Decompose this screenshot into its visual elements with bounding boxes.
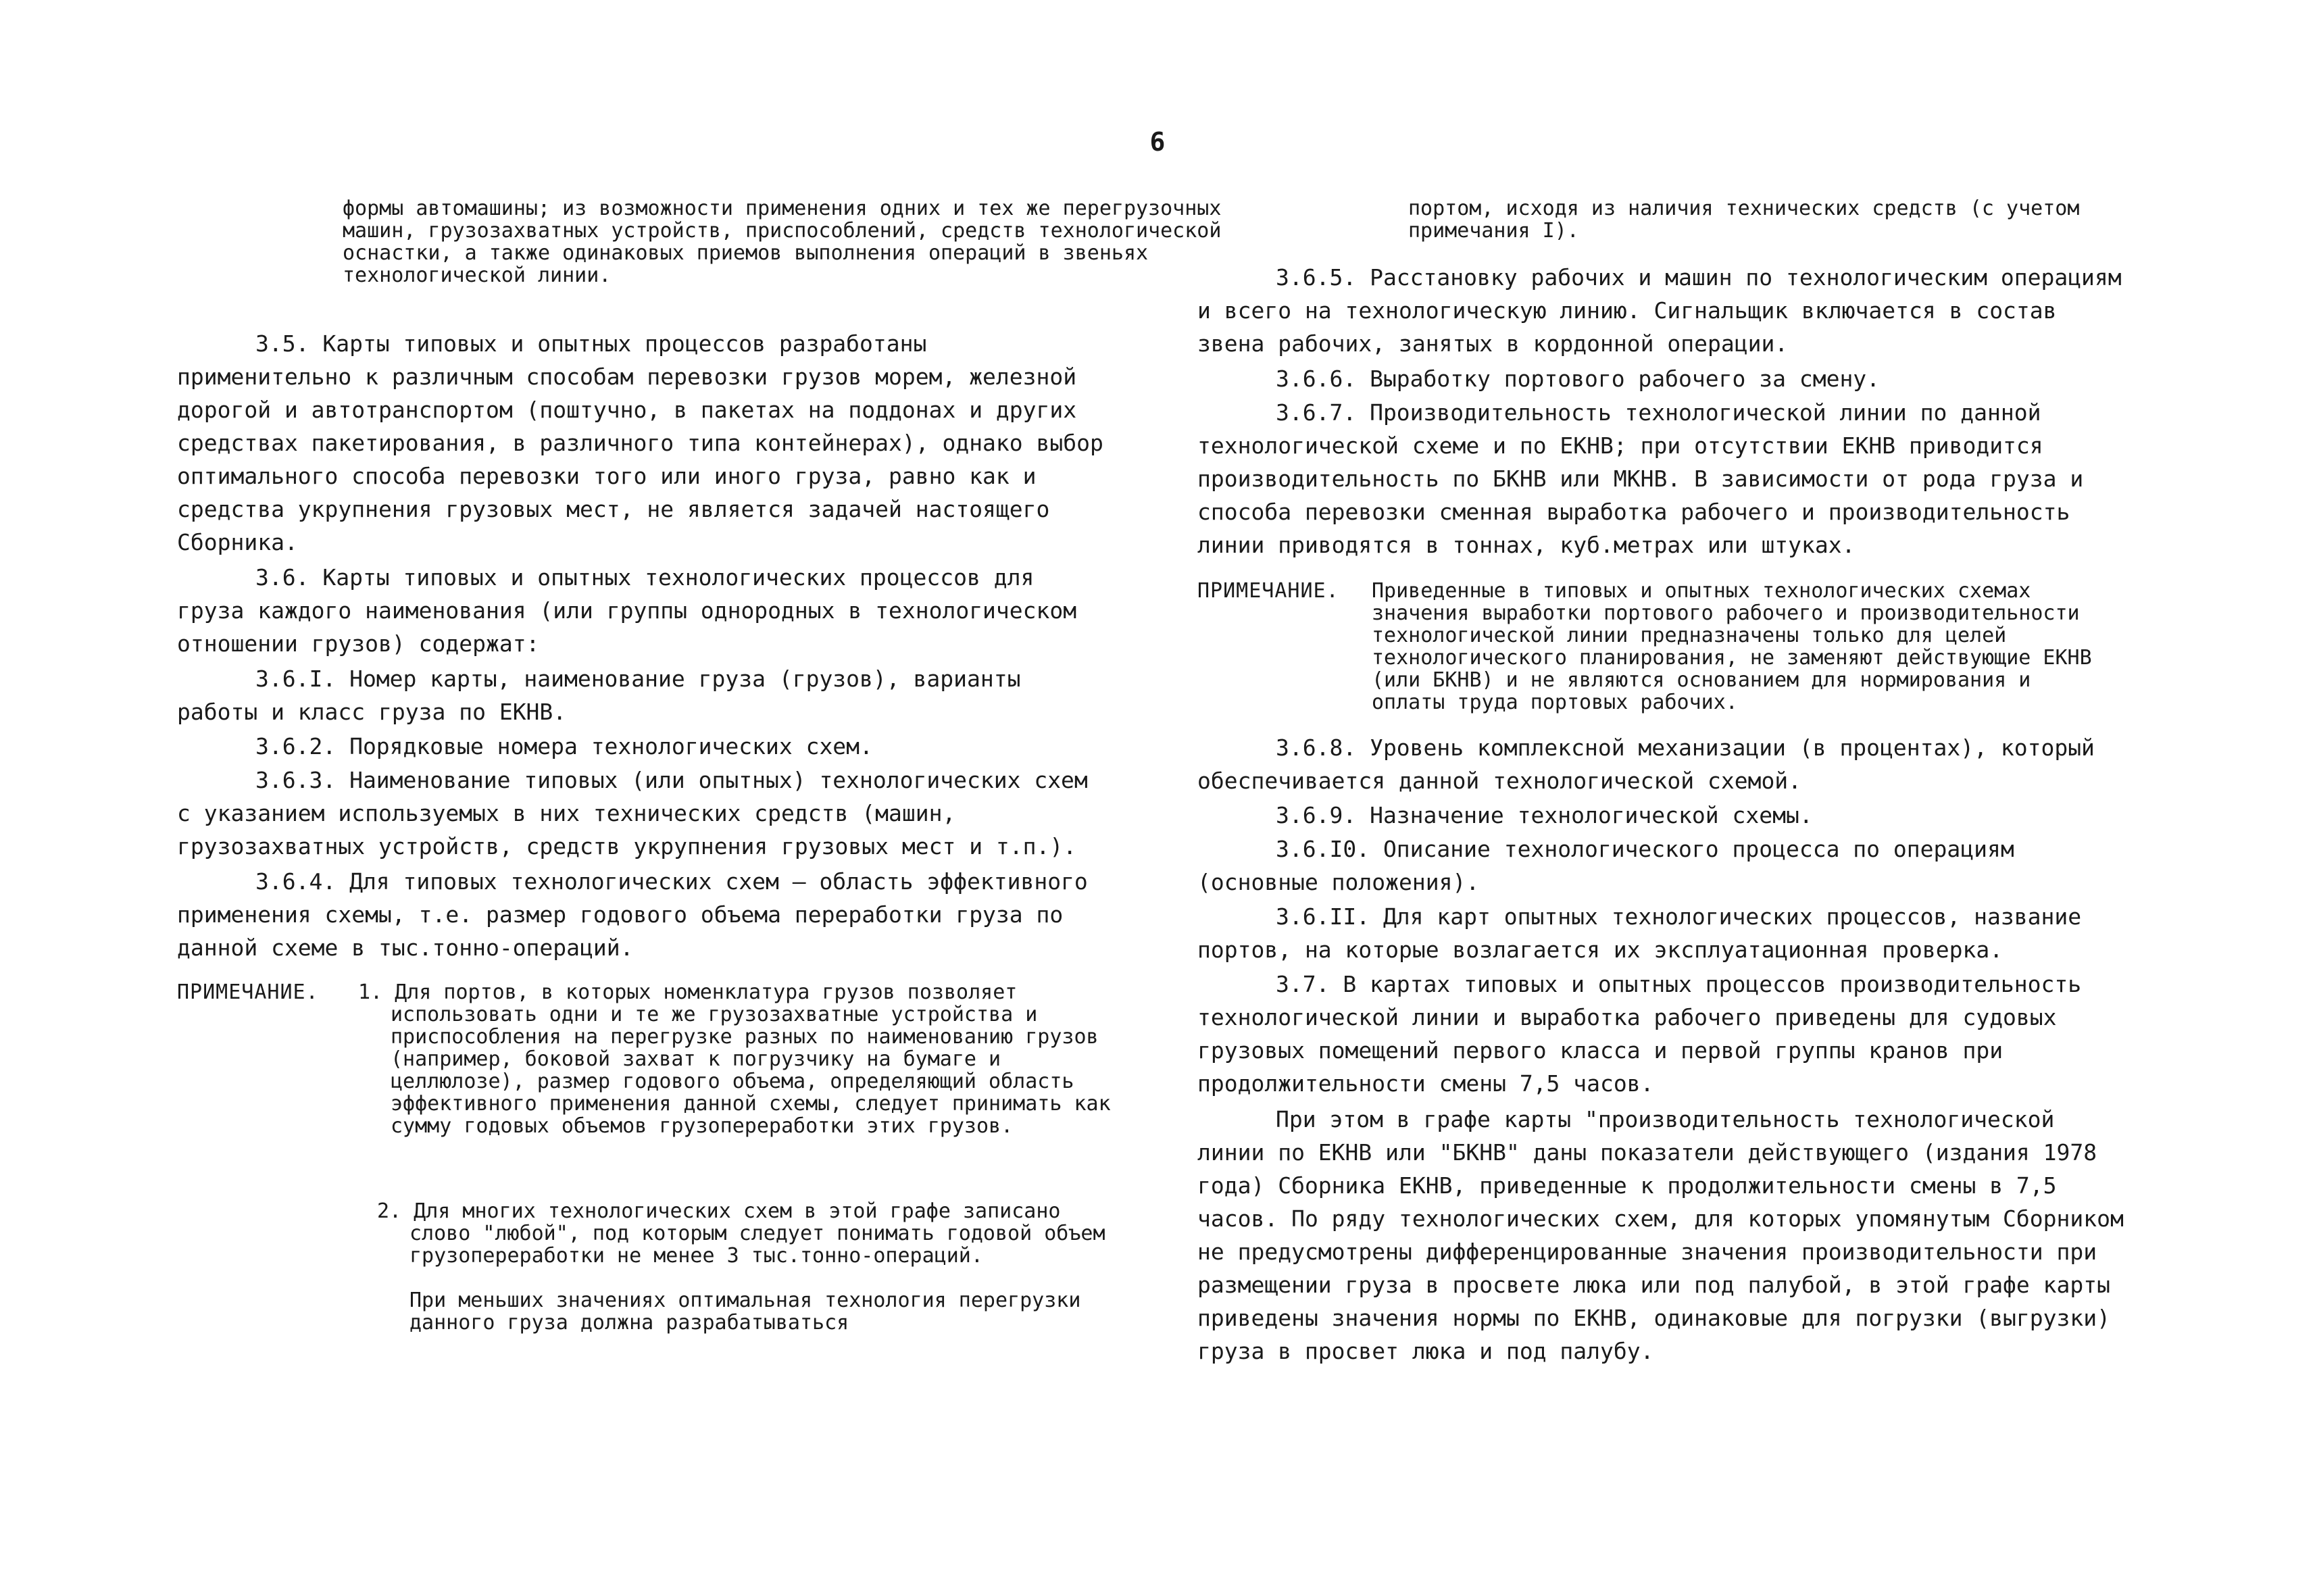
note-item-1: 1. Для портов, в которых номенклатура грузов позволяет использовать одни и те же грузозахватные устройства и приспособления на перегрузке разных по наименованию грузов (например, боковой захват к погрузчику на бумаге и целлюлозе), размер годового объема, определяющий область эффективного применения данной схемы, следует принимать как сумму годовых объемов грузопереработки этих грузов.	[358, 980, 1111, 1138]
page-number: 6	[1149, 127, 1166, 157]
note-text: Приведенные в типовых и опытных технологических схемах значения выработки портового рабочего и производительности технологической линии предназначены только для целей технологического планирования, не заменяют действующие ЕКНВ (или БКНВ) и не являются основанием для нормирования и оплаты труда портовых рабочих.	[1372, 579, 2092, 714]
paragraph-3-6-4: 3.6.4. Для типовых технологических схем – область эффективного применения схемы, т.е. размер годового объема переработки груза по данной схеме в тыс.тонно-операций.	[177, 868, 1088, 961]
paragraph-3-6-8: 3.6.8. Уровень комплексной механизации (в процентах), который обеспечивается данной технологической схемой.	[1197, 734, 2095, 794]
paragraph-3-6-7: 3.6.7. Производительность технологической линии по данной технологической схеме и по ЕКНВ; при отсутствии ЕКНВ приводится производительность по БКНВ или МКНВ. В зависимости от рода груза и способа перевозки сменная выработка рабочего и производительность линии приводятся в тоннах, куб.метрах или штуках.	[1197, 399, 2084, 558]
paragraph-3-6-3: 3.6.3. Наименование типовых (или опытных) технологических схем с указанием используемых в них технических средств (машин, грузозахватных устройств, средств укрупнения грузовых мест и т.п.).	[177, 767, 1088, 859]
paragraph-3-6: 3.6. Карты типовых и опытных технологических процессов для груза каждого наименования (или группы однородных в технологическом отношении грузов) содержат:	[177, 564, 1077, 657]
note-item-2: 2. Для многих технологических схем в этой графе записано слово "любой", под которым следует понимать годовой объем грузопереработки не менее 3 тыс.тонно-операций.	[377, 1199, 1105, 1268]
paragraph-3-6-5: 3.6.5. Расстановку рабочих и машин по технологическим операциям и всего на технологическую линию. Сигнальщик включается в состав звена рабочих, занятых в кордонной операции.	[1197, 264, 2122, 357]
note-item-2-continuation: При меньших значениях оптимальная технология перегрузки данного груза должна разрабатываться	[409, 1289, 1081, 1335]
paragraph-3-6-9: 3.6.9. Назначение технологической схемы.	[1276, 802, 1813, 828]
paragraph-final: При этом в графе карты "производительность технологической линии по ЕКНВ или "БКНВ" даны показатели действующего (издания 1978 года) Сборника ЕКНВ, приведенные к продолжительности смены в 7,5 часов. По ряду технологических схем, для которых упомянутым Сборником не предусмотрены дифференцированные значения производительности при размещении груза в просвете люка или под палубой, в этой графе карты приведены значения нормы по ЕКНВ, одинаковые для погрузки (выгрузки) груза в просвет люка и под палубу.	[1197, 1106, 2124, 1364]
note-label: ПРИМЕЧАНИЕ.	[1197, 579, 1339, 603]
right-continuation-paragraph: портом, исходя из наличия технических средств (с учетом примечания I).	[1408, 197, 2080, 243]
paragraph-3-6-1: 3.6.I. Номер карты, наименование груза (грузов), варианты работы и класс груза по ЕКНВ.	[177, 666, 1021, 725]
paragraph-3-6-2: 3.6.2. Порядковые номера технологических схем.	[255, 733, 873, 759]
paragraph-3-6-6: 3.6.6. Выработку портового рабочего за смену.	[1276, 366, 1881, 392]
paragraph-3-6-10: 3.6.I0. Описание технологического процесса по операциям (основные положения).	[1197, 836, 2014, 895]
paragraph-3-7: 3.7. В картах типовых и опытных процессов производительность технологической линии и выработка рабочего приведены для судовых грузовых помещений первого класса и первой группы кранов при продолжительности смены 7,5 часов.	[1197, 971, 2082, 1097]
left-continuation-paragraph: формы автомашины; из возможности применения одних и тех же перегрузочных машин, грузозахватных устройств, приспособлений, средств технологической оснастки, а также одинаковых приемов выполнения операций в звеньях технологической линии.	[343, 197, 1222, 287]
note-label: ПРИМЕЧАНИЕ.	[177, 980, 319, 1004]
paragraph-3-5: 3.5. Карты типовых и опытных процессов разработаны применительно к различным способам перевозки грузов морем, железной дорогой и автотранспортом (поштучно, в пакетах на поддонах и других средствах пакетирования, в различного типа контейнерах), однако выбор оптимального способа перевозки того или иного груза, равно как и средства укрупнения грузовых мест, не является задачей настоящего Сборника.	[177, 330, 1103, 555]
paragraph-3-6-11: 3.6.II. Для карт опытных технологических процессов, название портов, на которые возлагается их эксплуатационная проверка.	[1197, 903, 2082, 963]
